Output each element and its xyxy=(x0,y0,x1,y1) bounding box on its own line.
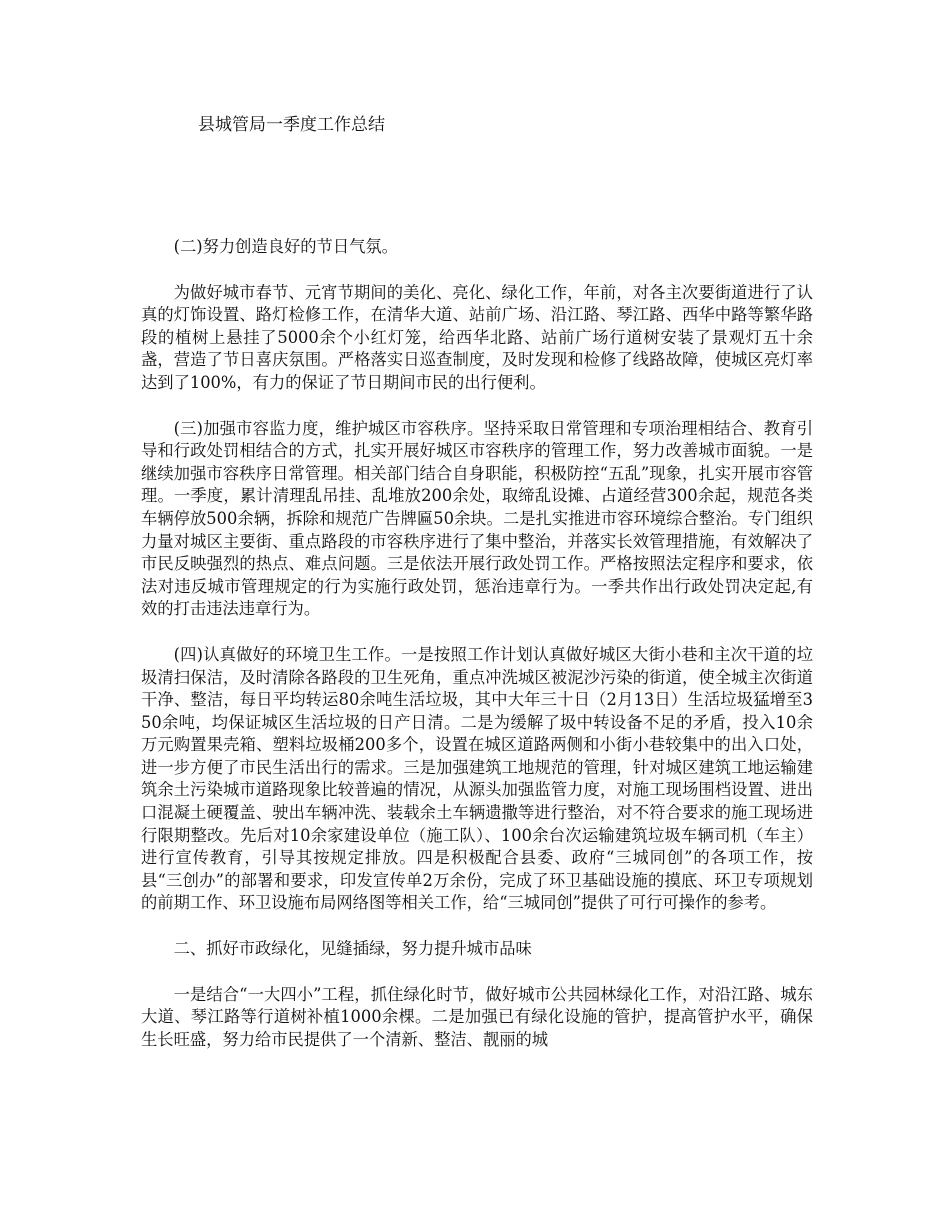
document-body xyxy=(141,236,813,1074)
paragraph-city-appearance: (三)加强市容监力度，维护城区市容秩序。坚持采取日常管理和专项治理相结合、教育引导和行政处罚相结合的方式，扎实开展好城区市容秩序的管理工作，努力改善城市面貌。一是继续加强市容秩序日常管理。相关部门结合自身职能，积极防控“五乱”现象，扎实开展市容管理。一季度，累计清理乱吊挂、乱堆放200余处，取缔乱设摊、占道经营300余起，规范各类车辆停放500余辆，拆除和规范广告牌匾50余块。二是扎实推进市容环境综合整治。专门组织力量对城区主要街、重点路段的市容秩序进行了集中整治，并落实长效管理措施，有效解决了市民反映强烈的热点、难点问题。三是依法开展行政处罚工作。严格按照法定程序和要求，依法对违反城市管理规定的行为实施行政处罚，惩治违章行为。一季共作出行政处罚决定起,有效的打击违法违章行为。 xyxy=(141,418,813,619)
section-heading-greening: 二、抓好市政绿化，见缝插绿，努力提升城市品味 xyxy=(173,939,532,959)
subsection-heading-2: (二)努力创造良好的节日气氛。 xyxy=(173,237,398,256)
paragraph-sanitation: (四)认真做好的环境卫生工作。一是按照工作计划认真做好城区大街小巷和主次干道的垃圾清扫保洁，及时清除各路段的卫生死角，重点冲洗城区被泥沙污染的街道，使全城主次街道干净、整洁，每日平均转运80余吨生活垃圾，其中大年三十日（2月13日）生活垃圾猛增至350余吨，均保证城区生活垃圾的日产日清。二是为缓解了圾中转设备不足的矛盾，投入10余万元购置果壳箱、塑料垃圾桶200多个，设置在城区道路两侧和小街小巷较集中的出入口处，进一步方便了市民生活出行的需求。三是加强建筑工地规范的管理，针对城区建筑工地运输建筑余土污染城市道路现象比较普遍的情况，从源头加强监管力度，对施工现场围档设置、进出口混凝土硬覆盖、驶出车辆冲洗、装载余土车辆遗撒等进行整治，对不符合要求的施工现场进行限期整改。先后对10余家建设单位（施工队）、100余台次运输建筑垃圾车辆司机（车主）进行宣传教育，引导其按规定排放。四是积极配合县委、政府“三城同创”的各项工作，按县“三创办”的部署和要求，印发宣传单2万余份，完成了环卫基础设施的摸底、环卫专项规划的前期工作、环卫设施布局网络图等相关工作，给“三城同创”提供了可行可操作的参考。 xyxy=(141,644,813,913)
document-title: 县城管局一季度工作总结 xyxy=(198,115,385,135)
paragraph-festival-lighting: 为做好城市春节、元宵节期间的美化、亮化、绿化工作，年前，对各主次要街道进行了认真的灯饰设置、路灯检修工作，在清华大道、站前广场、沿江路、琴江路、西华中路等繁华路段的植树上悬挂了5000余个小红灯笼，给西华北路、站前广场行道树安装了景观灯五十余盏，营造了节日喜庆氛围。严格落实日巡查制度，及时发现和检修了线路故障，使城区亮灯率达到了100%，有力的保证了节日期间市民的出行便利。 xyxy=(141,282,813,392)
paragraph-greening: 一是结合“一大四小”工程，抓住绿化时节，做好城市公共园林绿化工作，对沿江路、城东大道、琴江路等行道树补植1000余棵。二是加强已有绿化设施的管护，提高管护水平，确保生长旺盛，努力给市民提供了一个清新、整洁、靓丽的城 xyxy=(141,984,813,1049)
